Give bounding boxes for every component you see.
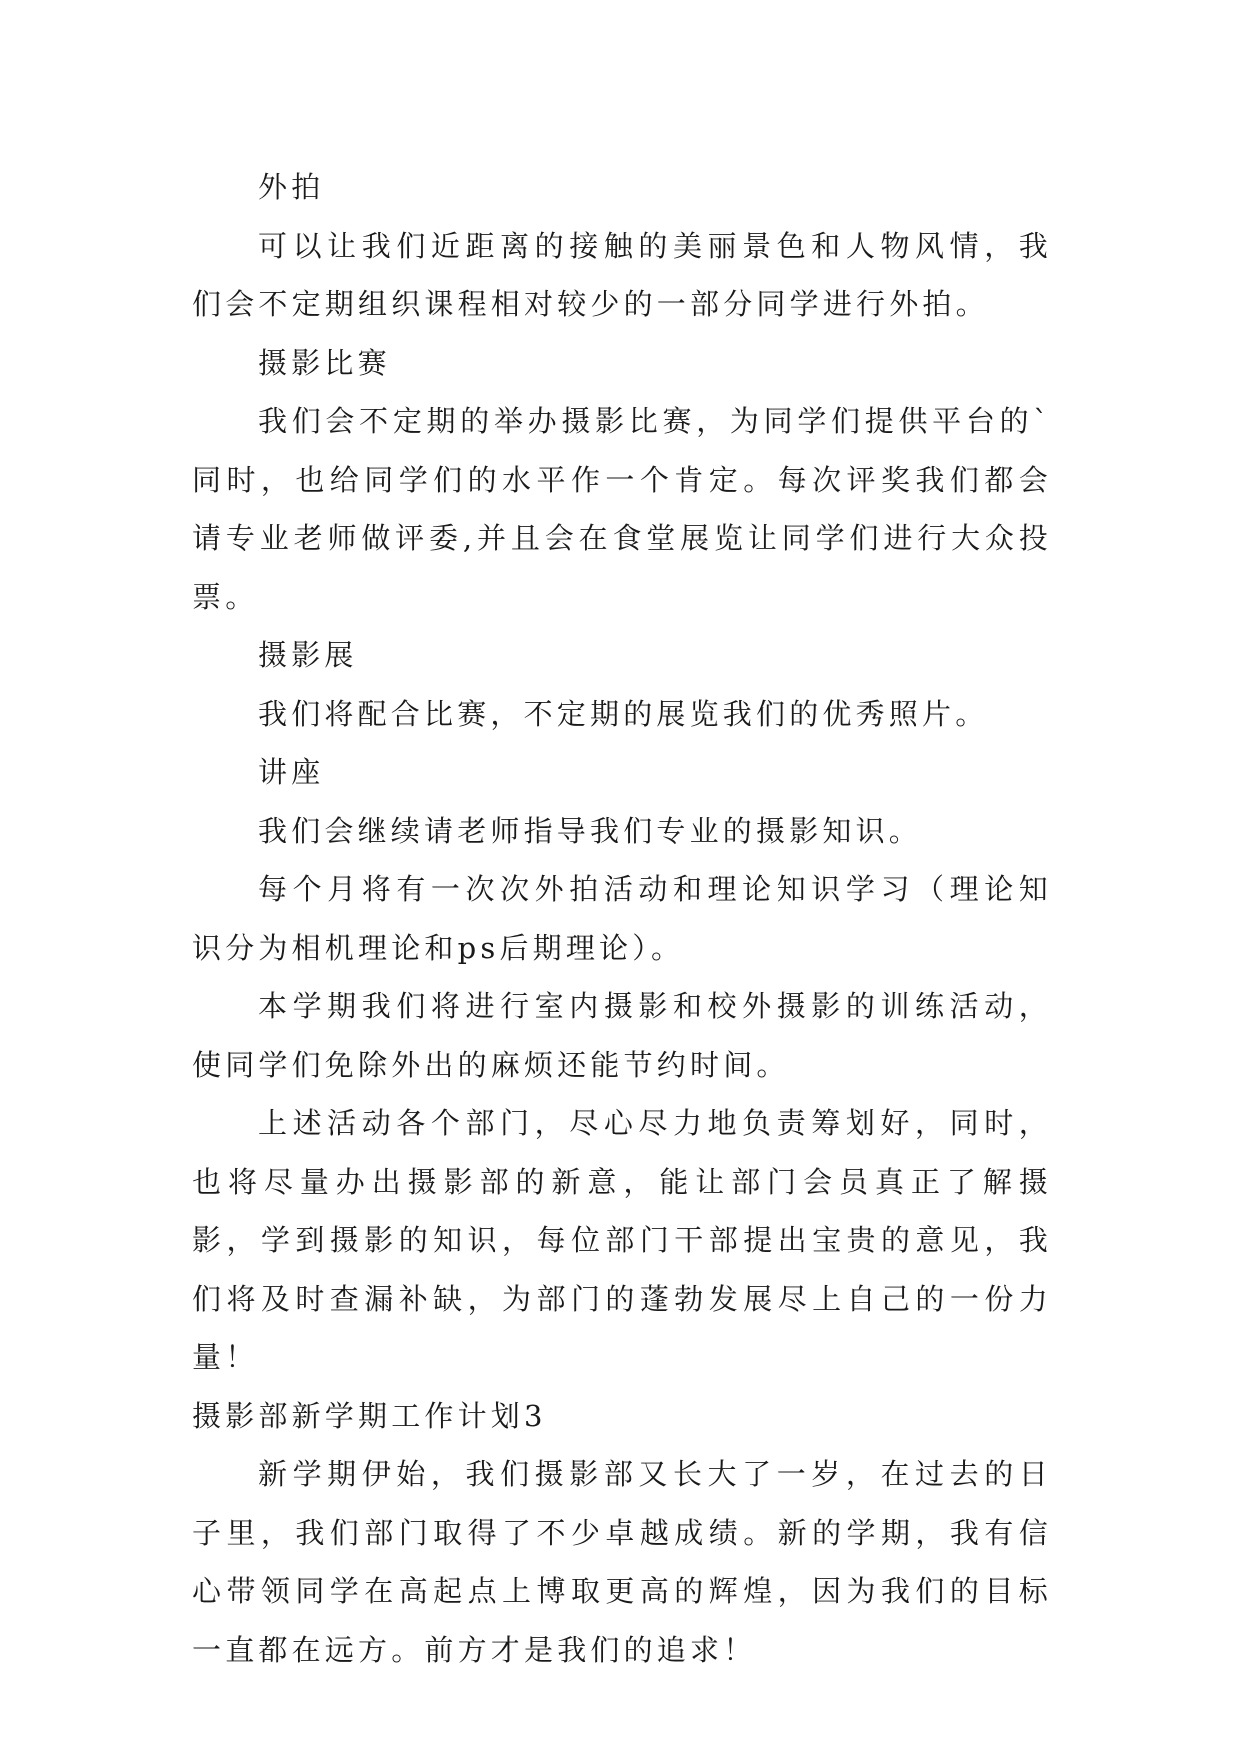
paragraph-summary: 上述活动各个部门，尽心尽力地负责筹划好，同时，也将尽量办出摄影部的新意，能让部门会员真正了解摄影，学到摄影的知识，每位部门干部提出宝贵的意见，我们将及时查漏补缺，为部门的蓬勃发展尽上自己的一份力量！	[192, 1106, 1052, 1374]
heading-photo-exhibition: 摄影展	[258, 638, 358, 672]
paragraph-new-semester-intro: 新学期伊始，我们摄影部又长大了一岁，在过去的日子里，我们部门取得了不少卓越成绩。新的学期，我有信心带领同学在高起点上博取更高的辉煌，因为我们的目标一直都在远方。前方才是我们的追求！	[192, 1457, 1052, 1667]
heading-lecture: 讲座	[258, 755, 325, 789]
heading-waipai: 外拍	[258, 170, 325, 204]
document-body	[192, 158, 1052, 1679]
paragraph-monthly-activity: 每个月将有一次次外拍活动和理论知识学习（理论知识分为相机理论和ps后期理论）。	[192, 872, 1052, 965]
paragraph-waipai: 可以让我们近距离的接触的美丽景色和人物风情，我们会不定期组织课程相对较少的一部分同学进行外拍。	[192, 228, 1052, 321]
paragraph-lecture: 我们会继续请老师指导我们专业的摄影知识。	[258, 813, 923, 848]
section-title: 摄影部新学期工作计划3	[192, 1398, 547, 1433]
paragraph-photo-exhibition: 我们将配合比赛，不定期的展览我们的优秀照片。	[258, 696, 989, 731]
paragraph-semester-training: 本学期我们将进行室内摄影和校外摄影的训练活动，使同学们免除外出的麻烦还能节约时间。	[192, 989, 1052, 1082]
heading-photo-contest: 摄影比赛	[258, 345, 391, 380]
paragraph-photo-contest: 我们会不定期的举办摄影比赛，为同学们提供平台的`同时，也给同学们的水平作一个肯定。每次评奖我们都会请专业老师做评委,并且会在食堂展览让同学们进行大众投票。	[192, 404, 1052, 614]
